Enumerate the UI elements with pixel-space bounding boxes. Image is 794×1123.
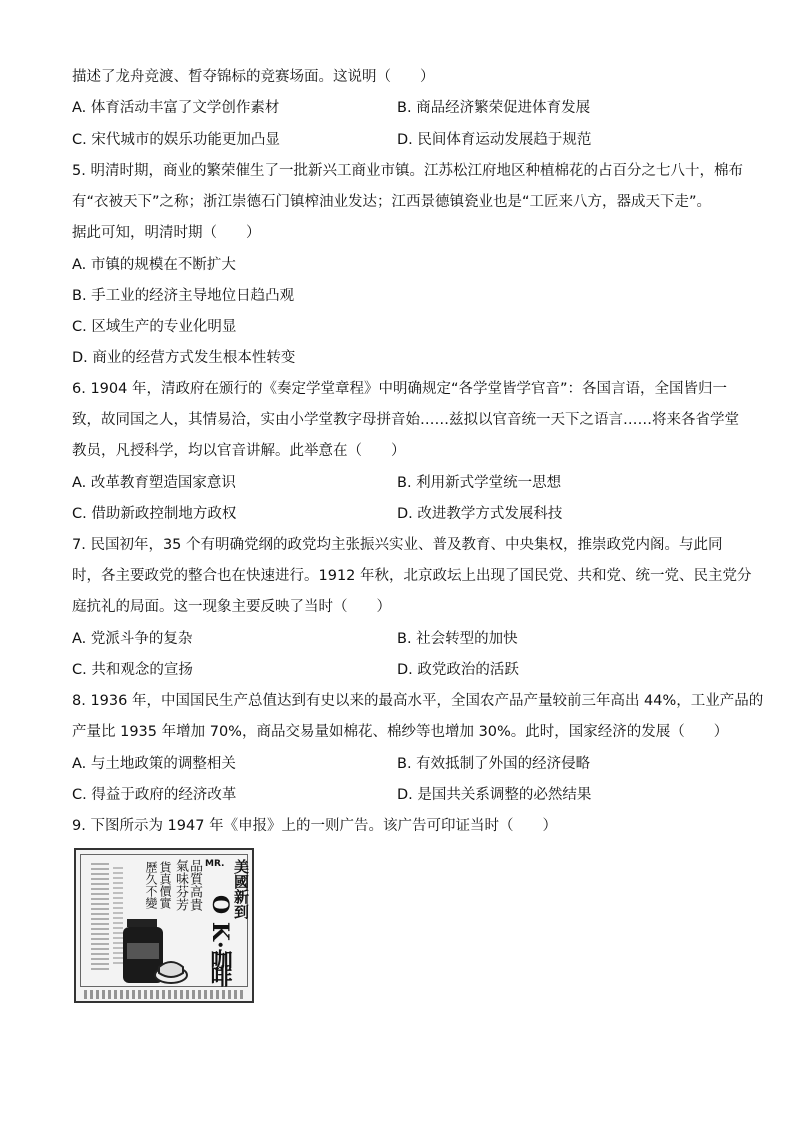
q6-stem-line-3: 教员，凡授科学，均以官音讲解。此举意在（ ） [72,443,406,459]
q4-stem-tail: 描述了龙舟竞渡、晳夺锦标的竞赛场面。这说明（ ） [72,69,435,85]
q8-stem-line-2: 产量比 1935 年增加 70%，商品交易量如棉花、棉纱等也增加 30%。此时，国家经济的发展（ ） [72,724,729,740]
q6-option-c[interactable]: C. 借助新政控制地方政权 [72,506,237,522]
ad-slogan-2: 氣味芬芳 [173,859,188,911]
q5-stem-line-3: 据此可知，明清时期（ ） [72,225,261,241]
q7-stem-line-1: 7. 民国初年，35 个有明确党纲的政党均主张振兴实业、普及教育、中央集权，推崇政党内阁。与此同 [72,537,723,553]
q6-stem-line-1: 6. 1904 年，清政府在颁行的《奏定学堂章程》中明确规定“各学堂皆学官音”：各国言语，全国皆归一 [72,381,727,397]
ad-slogan-1: 品質高貴 [187,859,202,911]
ad-brand-name-2: 啡 [207,965,233,987]
q6-stem-line-2: 致，故同国之人，其情易洽，实由小学堂教字母拼音始……兹拟以官音统一天下之语言……将来各省学堂 [72,412,739,428]
q4-option-a[interactable]: A. 体育活动丰富了文学创作素材 [72,100,280,116]
q8-option-b[interactable]: B. 有效抵制了外国的经济侵略 [397,756,591,772]
ad-frame [80,854,248,987]
q5-option-c[interactable]: C. 区域生产的专业化明显 [72,319,237,335]
ad-footer-print [84,990,244,999]
ad-headline: 美國新到 [232,859,250,919]
coffee-advertisement-image [74,848,254,1003]
q8-option-d[interactable]: D. 是国共关系调整的必然结果 [397,787,592,803]
q5-option-b[interactable]: B. 手工业的经济主导地位日趋凸观 [72,288,295,304]
q6-option-a[interactable]: A. 改革教育塑造国家意识 [72,475,236,491]
q4-option-d[interactable]: D. 民间体育运动发展趋于规范 [397,132,592,148]
q4-option-b[interactable]: B. 商品经济繁荣促进体育发展 [397,100,591,116]
ad-slogan-4: 歷久不變 [144,861,158,909]
ad-brand-mr: MR. [205,859,225,869]
q6-option-b[interactable]: B. 利用新式学堂统一思想 [397,475,562,491]
q5-option-a[interactable]: A. 市镇的规模在不断扩大 [72,257,236,273]
q8-option-c[interactable]: C. 得益于政府的经济改革 [72,787,237,803]
q7-stem-line-2: 时，各主要政党的整合也在快速进行。1912 年秋，北京政坛上出现了国民党、共和党、统一党、民主党分 [72,568,752,584]
q7-stem-line-3: 庭抗礼的局面。这一现象主要反映了当时（ ） [72,599,391,615]
q5-stem-line-1: 5. 明清时期，商业的繁荣催生了一批新兴工商业市镇。江苏松江府地区种植棉花的占百分之七八十，棉布 [72,163,743,179]
q8-option-a[interactable]: A. 与土地政策的调整相关 [72,756,236,772]
q7-option-c[interactable]: C. 共和观念的宣扬 [72,662,193,678]
q9-stem: 9. 下图所示为 1947 年《申报》上的一则广告。该广告可印证当时（ ） [72,818,558,834]
ad-brand-name: O K·咖 [207,895,233,971]
ad-small-print [91,863,109,973]
q7-option-d[interactable]: D. 政党政治的活跃 [397,662,519,678]
ad-slogan-3: 貨真價實 [158,861,172,909]
q7-option-a[interactable]: A. 党派斗争的复杂 [72,631,193,647]
q8-stem-line-1: 8. 1936 年，中国国民生产总值达到有史以来的最高水平，全国农产品产量较前三年高出 44%，工业产品的 [72,693,764,709]
q4-option-c[interactable]: C. 宋代城市的娱乐功能更加凸显 [72,132,280,148]
q5-stem-line-2: 有“衣被天下”之称；浙江崇德石门镇榨油业发达；江西景德镇瓷业也是“工匠来八方，器成天下走”。 [72,194,712,210]
q5-option-d[interactable]: D. 商业的经营方式发生根本性转变 [72,350,296,366]
q7-option-b[interactable]: B. 社会转型的加快 [397,631,518,647]
q6-option-d[interactable]: D. 改进教学方式发展科技 [397,506,563,522]
coffee-jar-illustration [119,913,191,989]
